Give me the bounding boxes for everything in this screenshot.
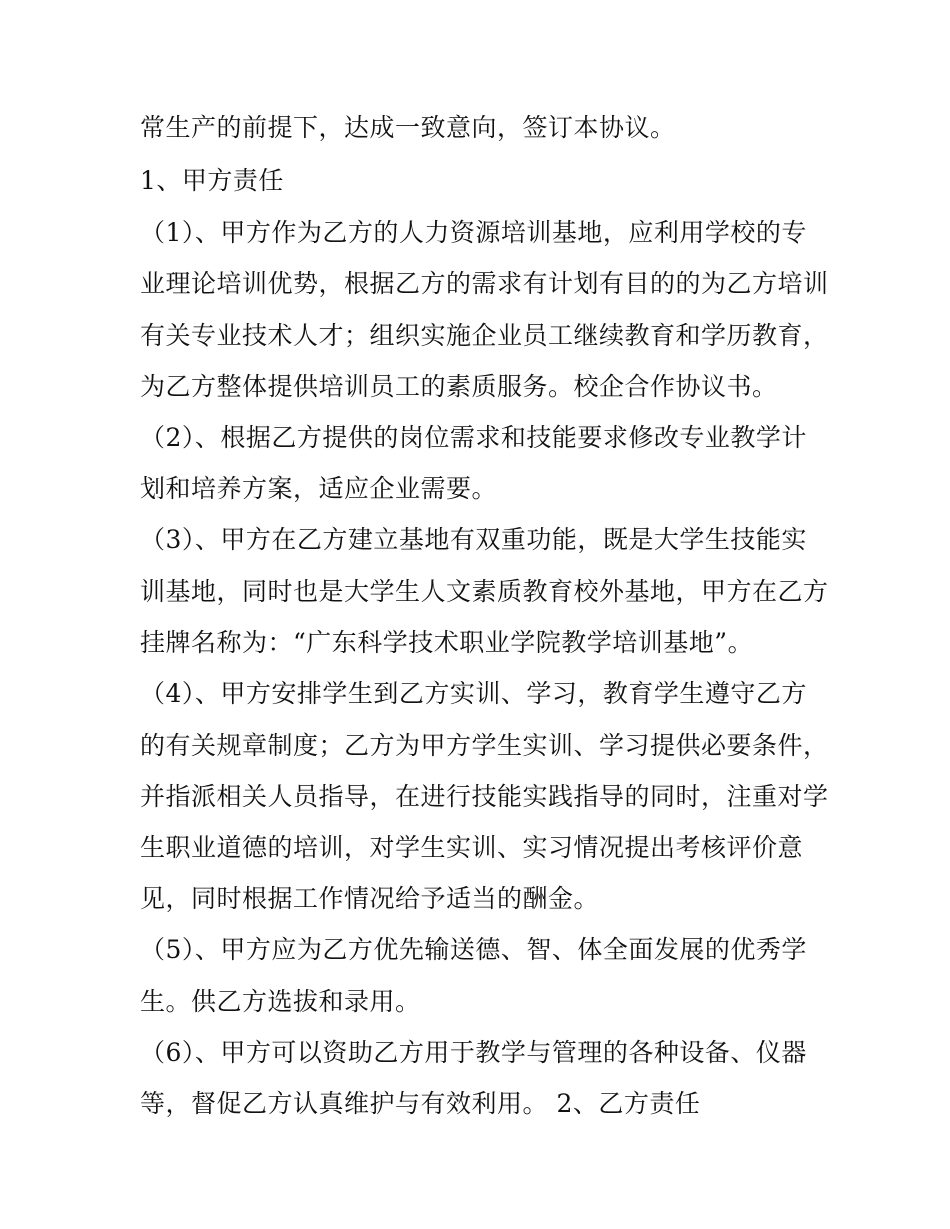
text-line: 并指派相关人员指导，在进行技能实践指导的同时，注重对学 — [140, 782, 829, 811]
text-line: 训基地，同时也是大学生人文素质教育校外基地，甲方在乙方 — [140, 577, 829, 606]
text-line: 挂牌名称为：“广东科学技术职业学院教学培训基地”。 — [140, 628, 754, 657]
text-line: 为乙方整体提供培训员工的素质服务。校企合作协议书。 — [140, 372, 778, 401]
text-line: 业理论培训优势，根据乙方的需求有计划有目的的为乙方培训 — [140, 269, 829, 298]
text-line: （3）、甲方在乙方建立基地有双重功能，既是大学生技能实 — [140, 525, 807, 554]
text-line: （1）、甲方作为乙方的人力资源培训基地，应利用学校的专 — [140, 218, 807, 247]
text-line: 生。供乙方选拔和录用。 — [140, 987, 421, 1016]
text-line: 等，督促乙方认真维护与有效利用。 2、乙方责任 — [140, 1089, 701, 1118]
text-line: 的有关规章制度；乙方为甲方学生实训、学习提供必要条件， — [140, 731, 829, 760]
text-line: 常生产的前提下，达成一致意向，签订本协议。 — [140, 113, 676, 142]
text-line: （4）、甲方安排学生到乙方实训、学习，教育学生遵守乙方 — [140, 679, 807, 708]
section-heading: 1、甲方责任 — [140, 166, 284, 195]
text-line: 见，同时根据工作情况给予适当的酬金。 — [140, 884, 600, 913]
text-line: （2）、根据乙方提供的岗位需求和技能要求修改专业教学计 — [140, 423, 807, 452]
text-line: 划和培养方案，适应企业需要。 — [140, 474, 498, 503]
text-line: （5）、甲方应为乙方优先输送德、智、体全面发展的优秀学 — [140, 935, 807, 964]
text-line: 有关专业技术人才；组织实施企业员工继续教育和学历教育， — [140, 321, 829, 350]
text-line: （6）、甲方可以资助乙方用于教学与管理的各种设备、仪器 — [140, 1038, 807, 1067]
text-line: 生职业道德的培训，对学生实训、实习情况提出考核评价意 — [140, 833, 804, 862]
